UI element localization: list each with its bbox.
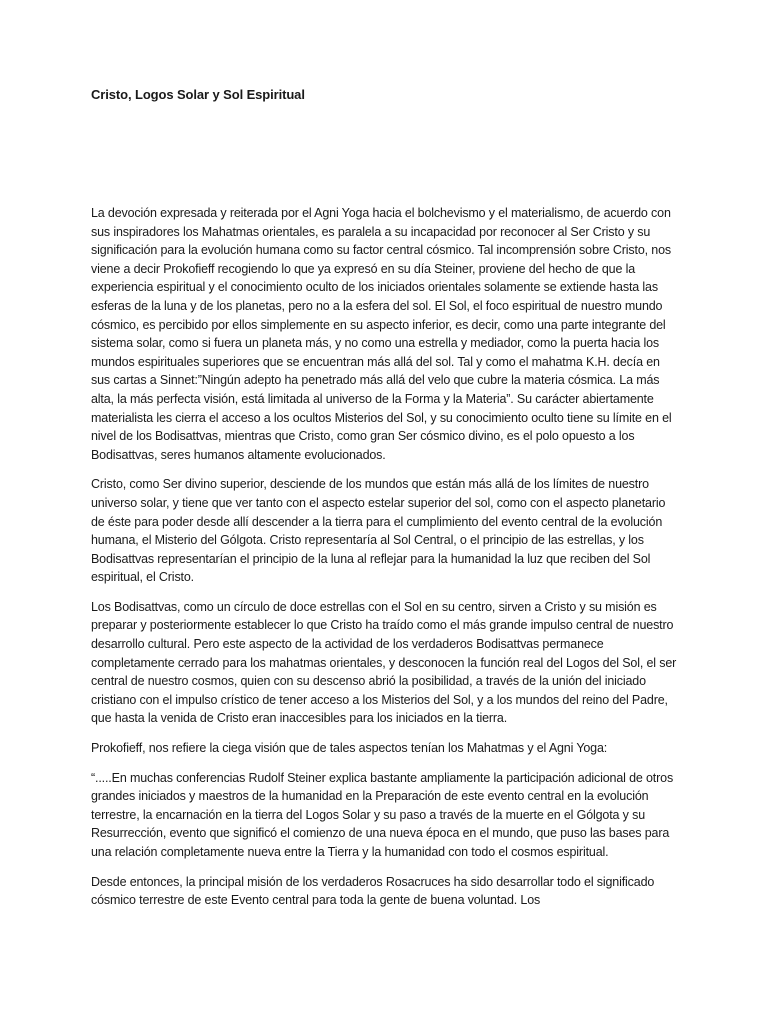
paragraph: La devoción expresada y reiterada por el Agni Yoga hacia el bolchevismo y el materialismo, de acuerdo con sus inspiradores los Mahatmas orientales, es paralela a su incapacidad por reconocer al Ser Cristo y su significación para la evolución humana como su factor central cósmico. Tal incomprensión sobre Cristo, nos viene a decir Prokofieff recogiendo lo que ya expresó en su día Steiner, proviene del hecho de que la experiencia espiritual y el conocimiento oculto de los iniciados orientales solamente se extiende hasta las esferas de la luna y de los planetas, pero no a la esfera del sol. El Sol, el foco espiritual de nuestro mundo cósmico, es percibido por ellos simplemente en su aspecto inferior, es decir, como una parte integrante del sistema solar, como si fuera un planeta más, y no como una estrella y mediador, como la puerta hacia los mundos espirituales superiores que se encuentran más allá del sol. Tal y como el mahatma K.H. decía en sus cartas a Sinnet:”Ningún adepto ha penetrado más allá del velo que cubre la materia cósmica. La más alta, la más perfecta visión, está limitada al universo de la Forma y la Materia”. Su carácter abiertamente materialista les cierra el acceso a los ocultos Misterios del Sol, y su conocimiento oculto tiene su límite en el nivel de los Bodisattvas, mientras que Cristo, como gran Ser cósmico divino, es el polo opuesto a los Bodisattvas, seres humanos altamente evolucionados. [91, 206, 672, 462]
paragraph: Cristo, como Ser divino superior, desciende de los mundos que están más allá de los límites de nuestro universo solar, y tiene que ver tanto con el aspecto estelar superior del sol, como con el aspecto planetario de éste para poder desde allí descender a la tierra para el cumplimiento del evento central de la evolución humana, el Misterio del Gólgota. Cristo representaría al Sol Central, o el principio de las estrellas, y los Bodisattvas representarían el principio de la luna al reflejar para la humanidad la luz que reciben del Sol espiritual, el Cristo. [91, 477, 666, 585]
paragraph: Los Bodisattvas, como un círculo de doce estrellas con el Sol en su centro, sirven a Cristo y su misión es preparar y posteriormente establecer lo que Cristo ha traído como el más grande impulso central de nuestro desarrollo cultural. Pero este aspecto de la actividad de los verdaderos Bodisattvas permanece completamente cerrado para los mahatmas orientales, y desconocen la función real del Logos del Sol, el ser central de nuestro cosmos, quien con su descenso abrió la posibilidad, a través de la unión del iniciado cristiano con el impulso crístico de tener acceso a los Misterios del Sol, y a los mundos del reino del Padre, que hasta la venida de Cristo eran inaccesibles para los iniciados en la tierra. [91, 599, 677, 726]
quoted-paragraph: “.....En muchas conferencias Rudolf Steiner explica bastante ampliamente la participación adicional de otros grandes iniciados y maestros de la humanidad en la Preparación de este evento central en la evolución terrestre, la encarnación en la tierra del Logos Solar y su paso a través de la muerte en el Gólgota y su Resurrección, evento que significó el comienzo de una nueva época en el mundo, que puso las bases para una relación completamente nueva entre la Tierra y la humanidad con todo el cosmos espiritual. [91, 770, 674, 859]
paragraph: Prokofieff, nos refiere la ciega visión que de tales aspectos tenían los Mahatmas y el Agni Yoga: [91, 741, 608, 756]
paragraph: Desde entonces, la principal misión de los verdaderos Rosacruces ha sido desarrollar todo el significado cósmico terrestre de este Evento central para toda la gente de buena voluntad. Los [91, 874, 655, 908]
document-title: Cristo, Logos Solar y Sol Espiritual [91, 87, 305, 102]
document-body [91, 204, 677, 921]
